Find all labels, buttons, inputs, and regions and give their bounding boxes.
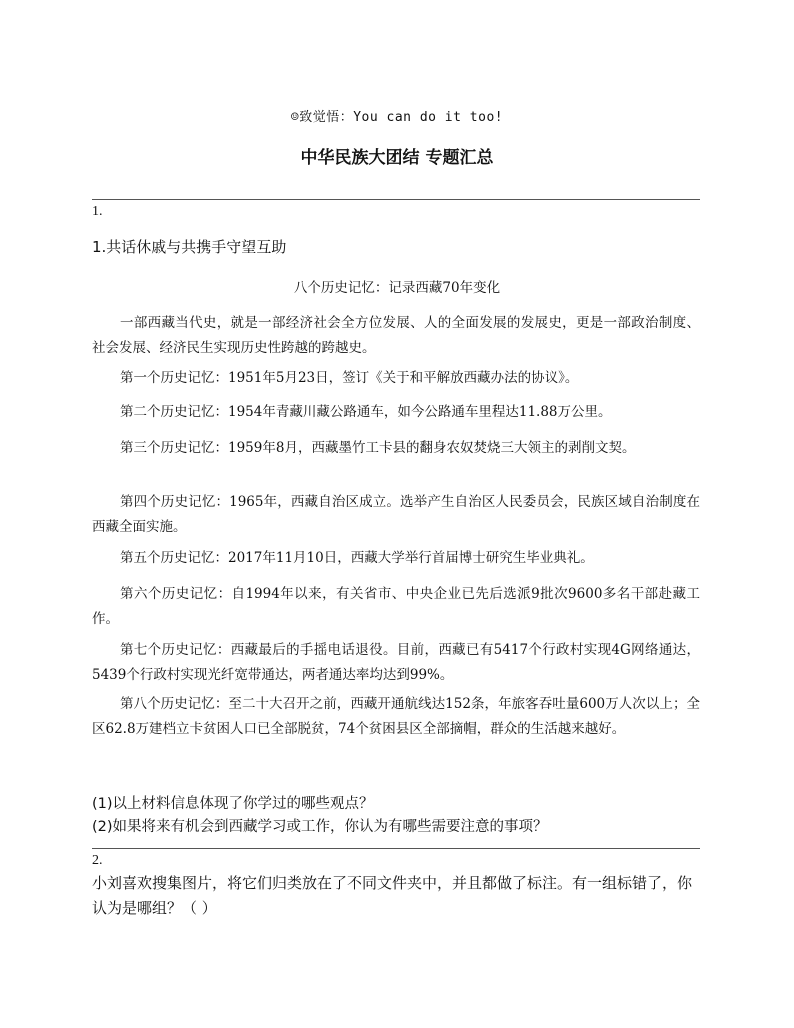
material-paragraph-memory-4: 第四个历史记忆：1965年，西藏自治区成立。选举产生自治区人民委员会，民族区域自治制度在西藏全面实施。 <box>92 494 700 535</box>
material-paragraph-intro: 一部西藏当代史，就是一部经济社会全方位发展、人的全面发展的发展史，更是一部政治制度、社会发展、经济民生实现历史性跨越的跨越史。 <box>92 315 700 356</box>
material-paragraph-memory-2: 第二个历史记忆：1954年青藏川藏公路通车，如今公路通车里程达11.88万公里。 <box>120 404 612 420</box>
divider-top <box>92 199 700 200</box>
material-paragraph-memory-5: 第五个历史记忆：2017年11月10日，西藏大学举行首届博士研究生毕业典礼。 <box>120 550 594 566</box>
material-paragraph-memory-3: 第三个历史记忆：1959年8月，西藏墨竹工卡县的翻身农奴焚烧三大领主的剥削文契。 <box>120 440 636 456</box>
header-slogan: ☺致觉悟：You can do it too! <box>290 110 504 125</box>
sub-question-1: (1)以上材料信息体现了你学过的哪些观点？ <box>92 796 374 812</box>
material-title: 八个历史记忆：记录西藏70年变化 <box>293 280 501 296</box>
question-1-number: 1. <box>92 204 103 219</box>
material-paragraph-memory-6: 第六个历史记忆：自1994年以来，有关省市、中央企业已先后选派9批次9600多名干部赴藏工作。 <box>92 586 700 627</box>
question-2-stem: 小刘喜欢搜集图片，将它们归类放在了不同文件夹中，并且都做了标注。有一组标错了，你认为是哪组？（ ） <box>92 874 693 917</box>
document-title: 中华民族大团结 专题汇总 <box>300 148 494 168</box>
divider-middle <box>92 848 700 849</box>
sub-question-2: (2)如果将来有机会到西藏学习或工作，你认为有哪些需要注意的事项？ <box>92 819 548 835</box>
material-paragraph-memory-8: 第八个历史记忆：至二十大召开之前，西藏开通航线达152条，年旅客吞吐量600万人次以上；全区62.8万建档立卡贫困人口已全部脱贫，74个贫困县区全部摘帽，群众的生活越来越好。 <box>92 696 700 737</box>
question-1-topic: 1.共话休戚与共携手守望互助 <box>92 238 287 256</box>
question-2-number: 2. <box>92 853 103 868</box>
material-paragraph-memory-7: 第七个历史记忆：西藏最后的手摇电话退役。目前，西藏已有5417个行政村实现4G网络通达，5439个行政村实现光纤宽带通达，两者通达率均达到99%。 <box>92 642 700 683</box>
material-paragraph-memory-1: 第一个历史记忆：1951年5月23日，签订《关于和平解放西藏办法的协议》。 <box>120 370 579 386</box>
